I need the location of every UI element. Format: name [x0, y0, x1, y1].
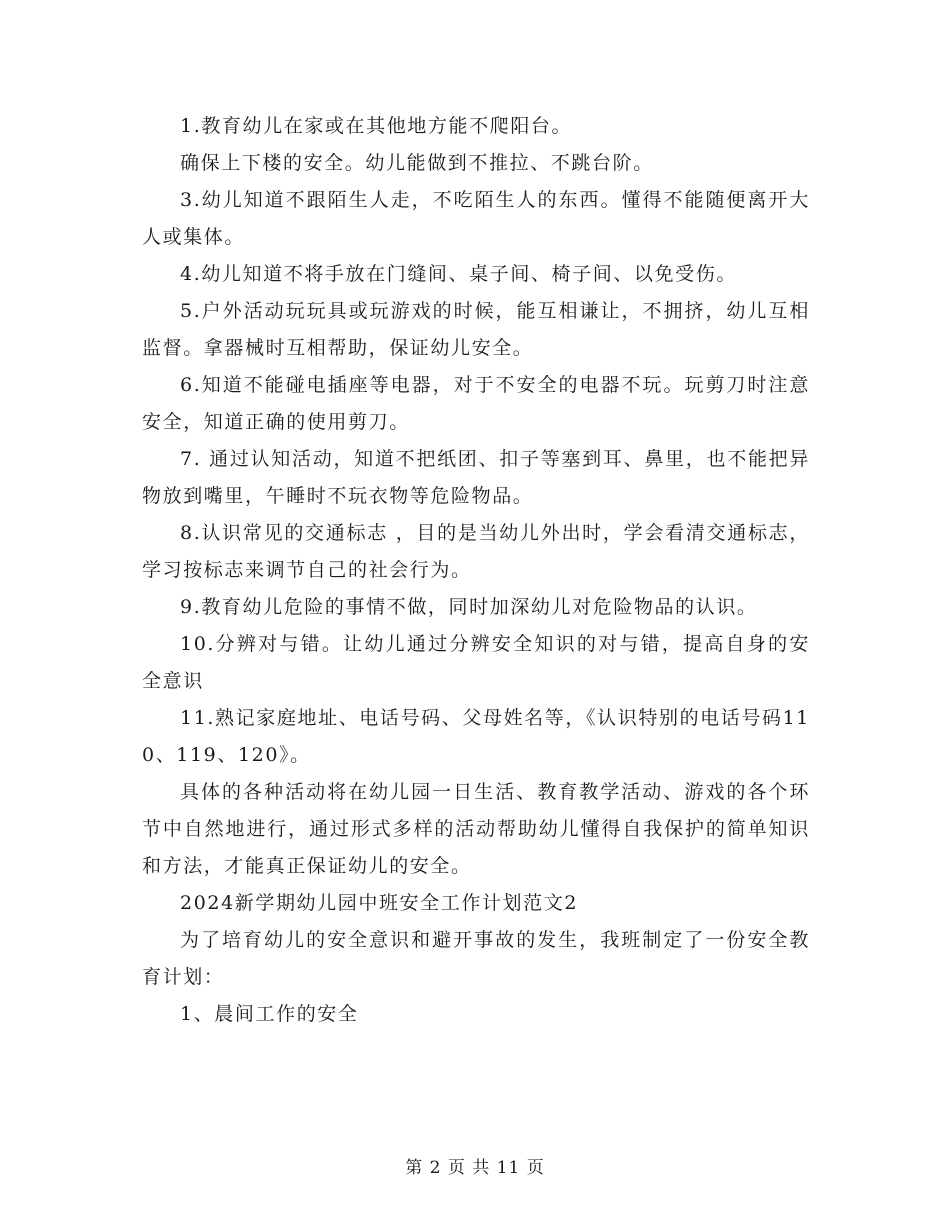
page-footer: 第 2 页 共 11 页 — [405, 1158, 545, 1178]
section-heading: 2024新学期幼儿园中班安全工作计划范文2 — [180, 892, 579, 914]
paragraph-3: 3.幼儿知道不跟陌生人走，不吃陌生人的东西。懂得不能随便离开大人或集体。 — [142, 189, 810, 248]
paragraph-5: 5.户外活动玩玩具或玩游戏的时候，能互相谦让，不拥挤，幼儿互相监督。拿器械时互相帮助，保证幼儿安全。 — [142, 300, 810, 359]
paragraph-11: 11.熟记家庭地址、电话号码、父母姓名等，《认识特别的电话号码110、119、120》。 — [142, 707, 810, 766]
paragraph-7: 7. 通过认知活动，知道不把纸团、扣子等塞到耳、鼻里，也不能把异物放到嘴里，午睡时不玩衣物等危险物品。 — [142, 448, 810, 507]
paragraph-8: 8.认识常见的交通标志 ，目的是当幼儿外出时，学会看清交通标志，学习按标志来调节自己的社会行为。 — [142, 522, 810, 581]
paragraph-item-morning: 1、晨间工作的安全 — [180, 1003, 359, 1025]
paragraph-10: 10.分辨对与错。让幼儿通过分辨安全知识的对与错，提高自身的安全意识 — [142, 633, 810, 692]
paragraph-6: 6.知道不能碰电插座等电器，对于不安全的电器不玩。玩剪刀时注意安全，知道正确的使用剪刀。 — [142, 374, 810, 433]
paragraph-2: 确保上下楼的安全。幼儿能做到不推拉、不跳台阶。 — [180, 152, 654, 174]
paragraph-summary: 具体的各种活动将在幼儿园一日生活、教育教学活动、游戏的各个环节中自然地进行，通过形式多样的活动帮助幼儿懂得自我保护的简单知识和方法，才能真正保证幼儿的安全。 — [142, 781, 810, 877]
paragraph-intro: 为了培育幼儿的安全意识和避开事故的发生，我班制定了一份安全教育计划： — [142, 929, 810, 988]
paragraph-1: 1.教育幼儿在家或在其他地方能不爬阳台。 — [180, 115, 573, 137]
paragraph-9: 9.教育幼儿危险的事情不做，同时加深幼儿对危险物品的认识。 — [180, 596, 758, 618]
paragraph-4: 4.幼儿知道不将手放在门缝间、桌子间、椅子间、以免受伤。 — [180, 263, 737, 285]
document-body — [142, 108, 810, 1033]
